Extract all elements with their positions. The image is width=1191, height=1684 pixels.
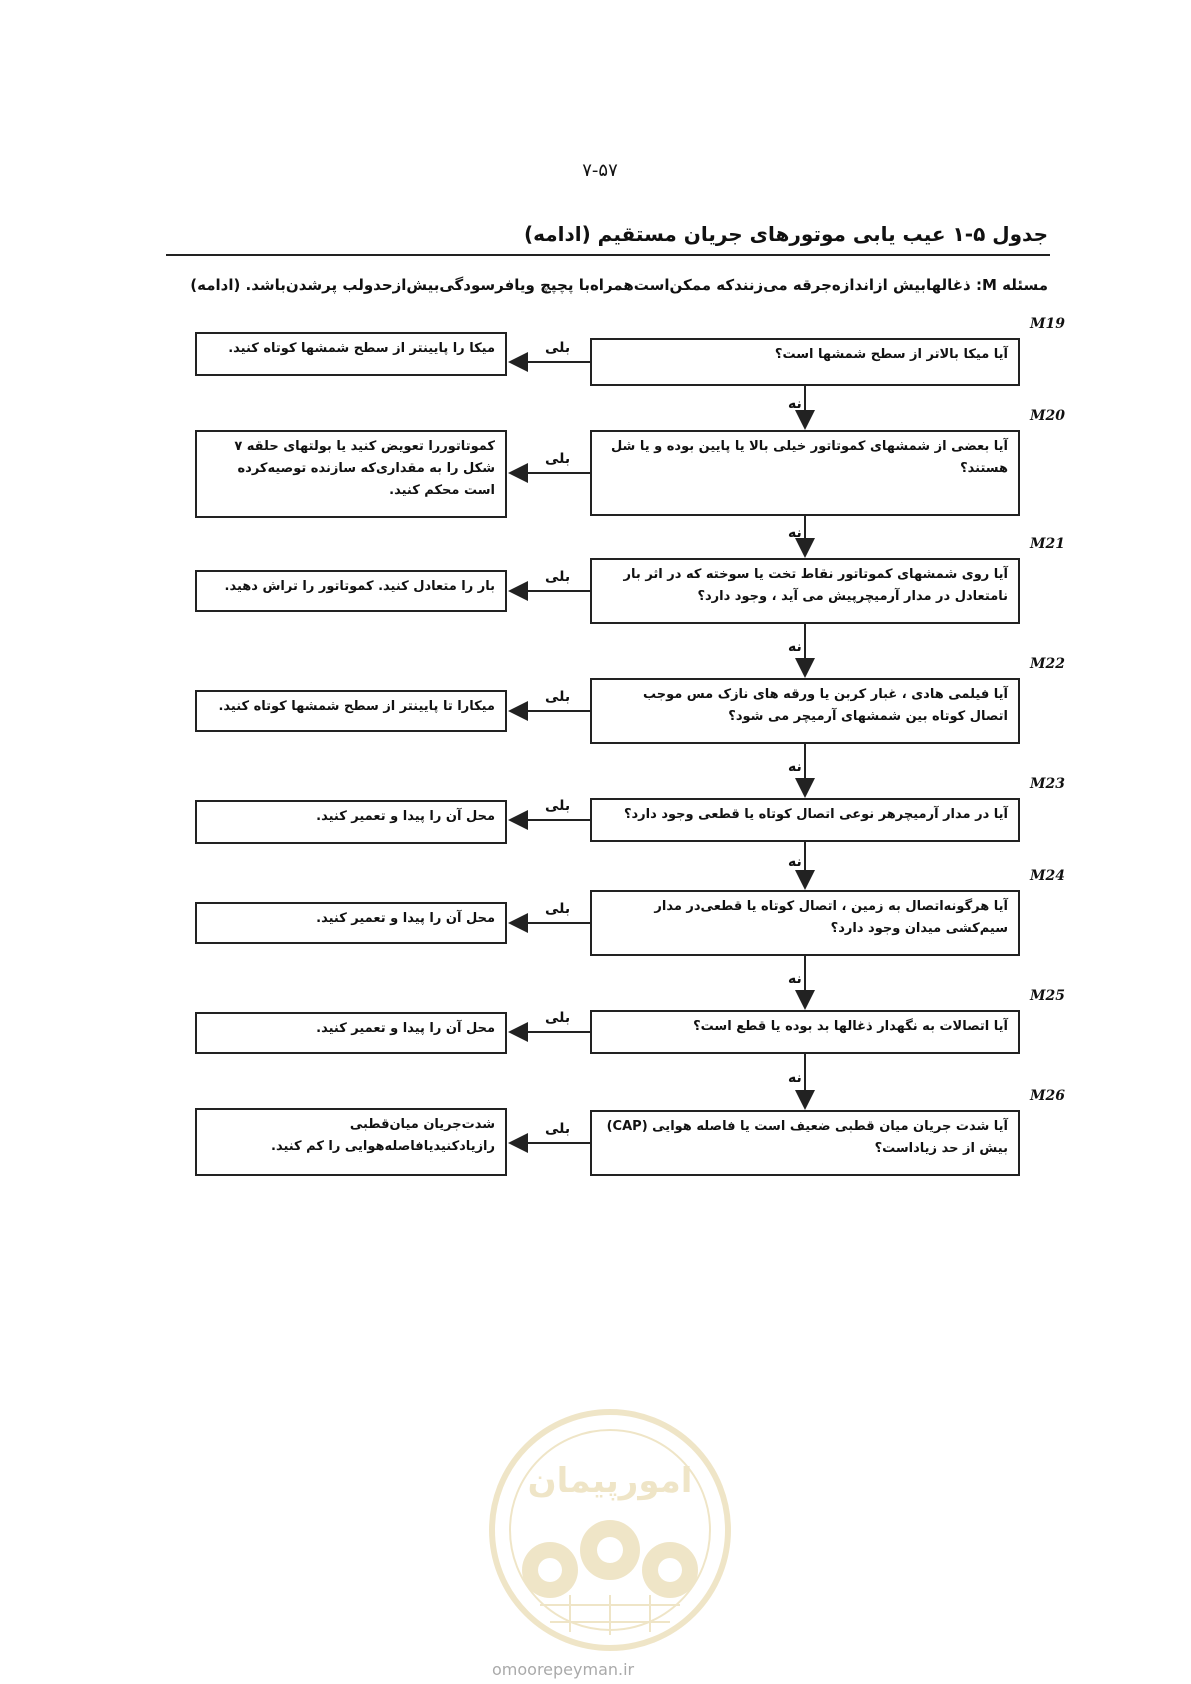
action-box: محل آن را پیدا و تعمیر کنید. <box>195 1012 507 1054</box>
watermark-logo-text: امورپیمان <box>527 1461 693 1501</box>
question-box: آیا فیلمی هادی ، غبار کربن یا ورقه های نازک مس موجب اتصال کوتاه بین شمشهای آرمیچر می شود؟ <box>590 678 1020 744</box>
no-label: نه <box>788 971 802 987</box>
action-box: بار را متعادل کنید. کموتاتور را تراش دهید. <box>195 570 507 612</box>
action-box: میکارا تا پایینتر از سطح شمشها کوتاه کنید. <box>195 690 507 732</box>
yes-label: بلی <box>545 798 571 814</box>
problem-text: ذغالهابیش ازاندازه‌جرقه می‌زنندکه ممکن‌است‌همراه‌با پچپچ ویافرسودگی‌بیش‌ازحدولب پرشدن‌باشد. (ادامه) <box>190 276 971 294</box>
question-box: آیا شدت جریان میان قطبی ضعیف است یا فاصله هوایی (CAP) بیش از حد زیاداست؟ <box>590 1110 1020 1176</box>
action-box: میکا را پایینتر از سطح شمشها کوتاه کنید. <box>195 332 507 376</box>
action-box: محل آن را پیدا و تعمیر کنید. <box>195 800 507 844</box>
no-label: نه <box>788 639 802 655</box>
no-label: نه <box>788 525 802 541</box>
step-code: M20 <box>1030 408 1065 424</box>
question-box: آیا در مدار آرمیچرهر نوعی اتصال کوتاه یا قطعی وجود دارد؟ <box>590 798 1020 842</box>
question-box: آیا هرگونه‌اتصال به زمین ، اتصال کوتاه یا قطعی‌در مدار سیم‌کشی میدان وجود دارد؟ <box>590 890 1020 956</box>
yes-label: بلی <box>545 569 571 585</box>
action-box: کموتاتوررا تعویض کنید یا بولتهای حلقه ۷ شکل را به مقداری‌که سازنده توصیه‌کرده است محکم کنید. <box>195 430 507 518</box>
step-code: M24 <box>1030 868 1065 884</box>
problem-label: مسئله M: <box>975 276 1048 294</box>
yes-label: بلی <box>545 901 571 917</box>
action-box: محل آن را پیدا و تعمیر کنید. <box>195 902 507 944</box>
table-title: جدول ۵-۱ عیب یابی موتورهای جریان مستقیم (ادامه) <box>523 222 1048 246</box>
no-label: نه <box>788 1070 802 1086</box>
step-code: M25 <box>1030 988 1065 1004</box>
watermark-url: omoorepeyman.ir <box>492 1660 635 1679</box>
yes-label: بلی <box>545 451 571 467</box>
question-box: آیا روی شمشهای کموتاتور نقاط تخت یا سوخته که در اثر بار نامتعادل در مدار آرمیچرپیش می آید ، وجود دارد؟ <box>590 558 1020 624</box>
step-code: M22 <box>1030 656 1065 672</box>
step-code: M21 <box>1030 536 1065 552</box>
action-box: شدت‌جریان میان‌قطبی رازیادکنیدیافاصله‌هوایی را کم کنید. <box>195 1108 507 1176</box>
question-box: آیا بعضی از شمشهای کموتاتور خیلی بالا یا پایین بوده و یا شل هستند؟ <box>590 430 1020 516</box>
yes-label: بلی <box>545 689 571 705</box>
yes-label: بلی <box>545 1010 571 1026</box>
yes-label: بلی <box>545 1121 571 1137</box>
no-label: نه <box>788 759 802 775</box>
step-code: M26 <box>1030 1088 1065 1104</box>
step-code: M19 <box>1030 316 1065 332</box>
question-box: آیا اتصالات به نگهدار ذغالها بد بوده یا قطع است؟ <box>590 1010 1020 1054</box>
no-label: نه <box>788 396 802 412</box>
watermark-logo-icon <box>480 1400 740 1660</box>
yes-label: بلی <box>545 340 571 356</box>
question-box: آیا میکا بالاتر از سطح شمشها است؟ <box>590 338 1020 386</box>
no-label: نه <box>788 854 802 870</box>
step-code: M23 <box>1030 776 1065 792</box>
page-number: ۷-۵۷ <box>582 160 618 181</box>
